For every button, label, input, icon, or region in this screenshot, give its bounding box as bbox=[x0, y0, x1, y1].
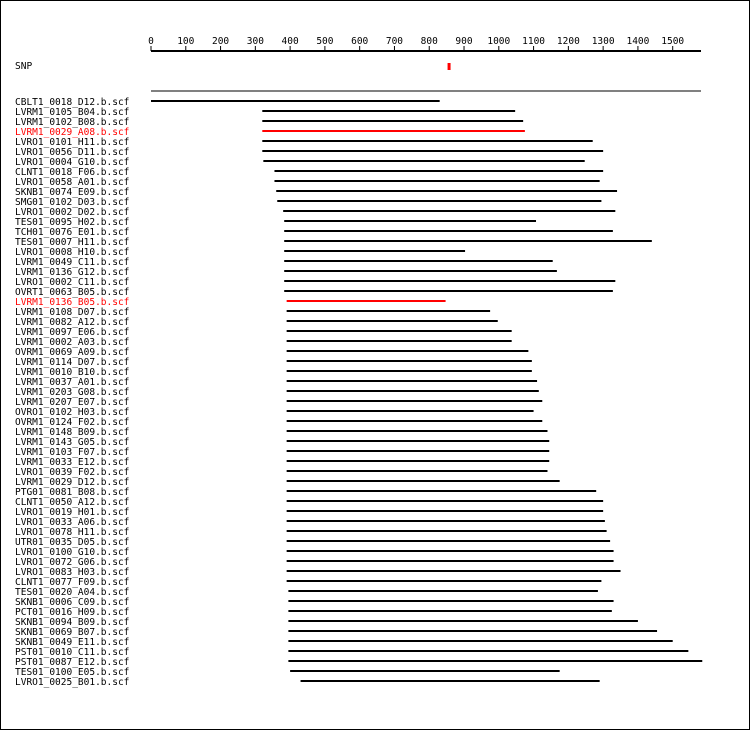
position-ruler bbox=[148, 36, 701, 51]
read-name[interactable]: LVRO1_0056_D11.b.scf bbox=[15, 147, 130, 158]
read-name[interactable]: LVRM1_0136_G12.b.scf bbox=[15, 267, 130, 278]
read-name[interactable]: LVRO1_0083_H03.b.scf bbox=[15, 567, 130, 578]
read-list bbox=[15, 97, 702, 688]
read-name[interactable]: LVRM1_0203_G08.b.scf bbox=[15, 387, 130, 398]
read-name[interactable]: TES01_0095_H02.b.scf bbox=[15, 217, 130, 228]
ruler-tick-label: 1400 bbox=[626, 36, 650, 47]
read-name[interactable]: LVRM1_0148_B09.b.scf bbox=[15, 427, 130, 438]
ruler-tick-label: 800 bbox=[420, 36, 438, 47]
read-name[interactable]: OVRM1_0124_F02.b.scf bbox=[15, 417, 130, 428]
read-name[interactable]: LVRM1_0105_B04.b.scf bbox=[15, 107, 130, 118]
read-name[interactable]: LVRM1_0082_A12.b.scf bbox=[15, 317, 130, 328]
read-name[interactable]: OVRO1_0102_H03.b.scf bbox=[15, 407, 130, 418]
read-row bbox=[15, 677, 600, 688]
read-name[interactable]: LVRM1_0143_G05.b.scf bbox=[15, 437, 130, 448]
ruler-tick-label: 400 bbox=[281, 36, 299, 47]
read-name[interactable]: LVRM1_0037_A01.b.scf bbox=[15, 377, 130, 388]
snp-track bbox=[448, 63, 451, 70]
read-name[interactable]: LVRM1_0097_E06.b.scf bbox=[15, 327, 130, 338]
read-name[interactable]: LVRO1_0025_B01.b.scf bbox=[15, 677, 130, 688]
read-name[interactable]: PCT01_0016_H09.b.scf bbox=[15, 607, 130, 618]
read-name[interactable]: LVRO1_0078_H11.b.scf bbox=[15, 527, 130, 538]
read-name[interactable]: LVRO1_0033_A06.b.scf bbox=[15, 517, 130, 528]
read-name[interactable]: TES01_0100_E05.b.scf bbox=[15, 667, 130, 678]
read-name[interactable]: CLNT1_0018_F06.b.scf bbox=[15, 167, 130, 178]
read-name[interactable]: LVRM1_0029_A08.b.scf bbox=[15, 127, 130, 138]
ruler-tick-label: 500 bbox=[316, 36, 334, 47]
read-name[interactable]: TCH01_0076_E01.b.scf bbox=[15, 227, 130, 238]
read-alignment-diagram bbox=[1, 1, 750, 731]
read-name[interactable]: SKNB1_0049_E11.b.scf bbox=[15, 637, 130, 648]
read-name[interactable]: PTG01_0081_B08.b.scf bbox=[15, 487, 130, 498]
read-name[interactable]: LVRO1_0039_F02.b.scf bbox=[15, 467, 130, 478]
read-name[interactable]: LVRM1_0102_B08.b.scf bbox=[15, 117, 130, 128]
read-name[interactable]: LVRM1_0114_D07.b.scf bbox=[15, 357, 130, 368]
ruler-tick-label: 1000 bbox=[487, 36, 511, 47]
ruler-tick-label: 0 bbox=[148, 36, 154, 47]
read-name[interactable]: CLNT1_0050_A12.b.scf bbox=[15, 497, 130, 508]
read-name[interactable]: LVRO1_0100_G10.b.scf bbox=[15, 547, 130, 558]
read-name[interactable]: CBLT1_0018_D12.b.scf bbox=[15, 97, 130, 108]
read-name[interactable]: LVRM1_0029_D12.b.scf bbox=[15, 477, 130, 488]
read-name[interactable]: SMG01_0102_D03.b.scf bbox=[15, 197, 130, 208]
ruler-tick-label: 900 bbox=[455, 36, 473, 47]
ruler-tick-label: 300 bbox=[246, 36, 264, 47]
read-name[interactable]: LVRO1_0008_H10.b.scf bbox=[15, 247, 130, 258]
read-name[interactable]: PST01_0087_E12.b.scf bbox=[15, 657, 130, 668]
read-name[interactable]: LVRO1_0004_G10.b.scf bbox=[15, 157, 130, 168]
read-name[interactable]: LVRO1_0072_G06.b.scf bbox=[15, 557, 130, 568]
read-name[interactable]: SKNB1_0006_C09.b.scf bbox=[15, 597, 130, 608]
read-name[interactable]: PST01_0010_C11.b.scf bbox=[15, 647, 130, 658]
read-name[interactable]: UTR01_0035_D05.b.scf bbox=[15, 537, 130, 548]
ruler-tick-label: 700 bbox=[385, 36, 404, 47]
read-name[interactable]: LVRM1_0108_D07.b.scf bbox=[15, 307, 130, 318]
ruler-tick-label: 1200 bbox=[556, 36, 580, 47]
read-name[interactable]: LVRO1_0002_C11.b.scf bbox=[15, 277, 130, 288]
snp-marker bbox=[448, 63, 451, 70]
read-name[interactable]: TES01_0007_H11.b.scf bbox=[15, 237, 130, 248]
read-name[interactable]: LVRO1_0002_D02.b.scf bbox=[15, 207, 130, 218]
read-name[interactable]: SKNB1_0094_B09.b.scf bbox=[15, 617, 130, 628]
read-name[interactable]: CLNT1_0077_F09.b.scf bbox=[15, 577, 130, 588]
read-name[interactable]: LVRM1_0002_A03.b.scf bbox=[15, 337, 130, 348]
read-name[interactable]: SKNB1_0069_B07.b.scf bbox=[15, 627, 130, 638]
read-name[interactable]: LVRM1_0103_F07.b.scf bbox=[15, 447, 130, 458]
read-name[interactable]: LVRM1_0136_B05.b.scf bbox=[15, 297, 130, 308]
read-name[interactable]: LVRM1_0033_E12.b.scf bbox=[15, 457, 130, 468]
ruler-tick-label: 1100 bbox=[522, 36, 546, 47]
ruler-tick-label: 100 bbox=[177, 36, 195, 47]
read-name[interactable]: LVRM1_0010_B10.b.scf bbox=[15, 367, 130, 378]
read-name[interactable]: SKNB1_0074_E09.b.scf bbox=[15, 187, 130, 198]
read-name[interactable]: LVRM1_0207_E07.b.scf bbox=[15, 397, 130, 408]
read-name[interactable]: LVRO1_0019_H01.b.scf bbox=[15, 507, 130, 518]
read-name[interactable]: LVRO1_0058_A01.b.scf bbox=[15, 177, 130, 188]
ruler-tick-label: 1300 bbox=[591, 36, 615, 47]
ruler-tick-label: 1500 bbox=[661, 36, 685, 47]
ruler-tick-label: 200 bbox=[211, 36, 230, 47]
read-name[interactable]: LVRM1_0049_C11.b.scf bbox=[15, 257, 130, 268]
read-name[interactable]: LVRO1_0101_H11.b.scf bbox=[15, 137, 130, 148]
read-name[interactable]: TES01_0020_A04.b.scf bbox=[15, 587, 130, 598]
ruler-tick-label: 600 bbox=[351, 36, 369, 47]
read-name[interactable]: OVRT1_0063_B05.b.scf bbox=[15, 287, 130, 298]
snp-label: SNP bbox=[15, 61, 33, 72]
read-name[interactable]: OVRM1_0069_A09.b.scf bbox=[15, 347, 130, 358]
